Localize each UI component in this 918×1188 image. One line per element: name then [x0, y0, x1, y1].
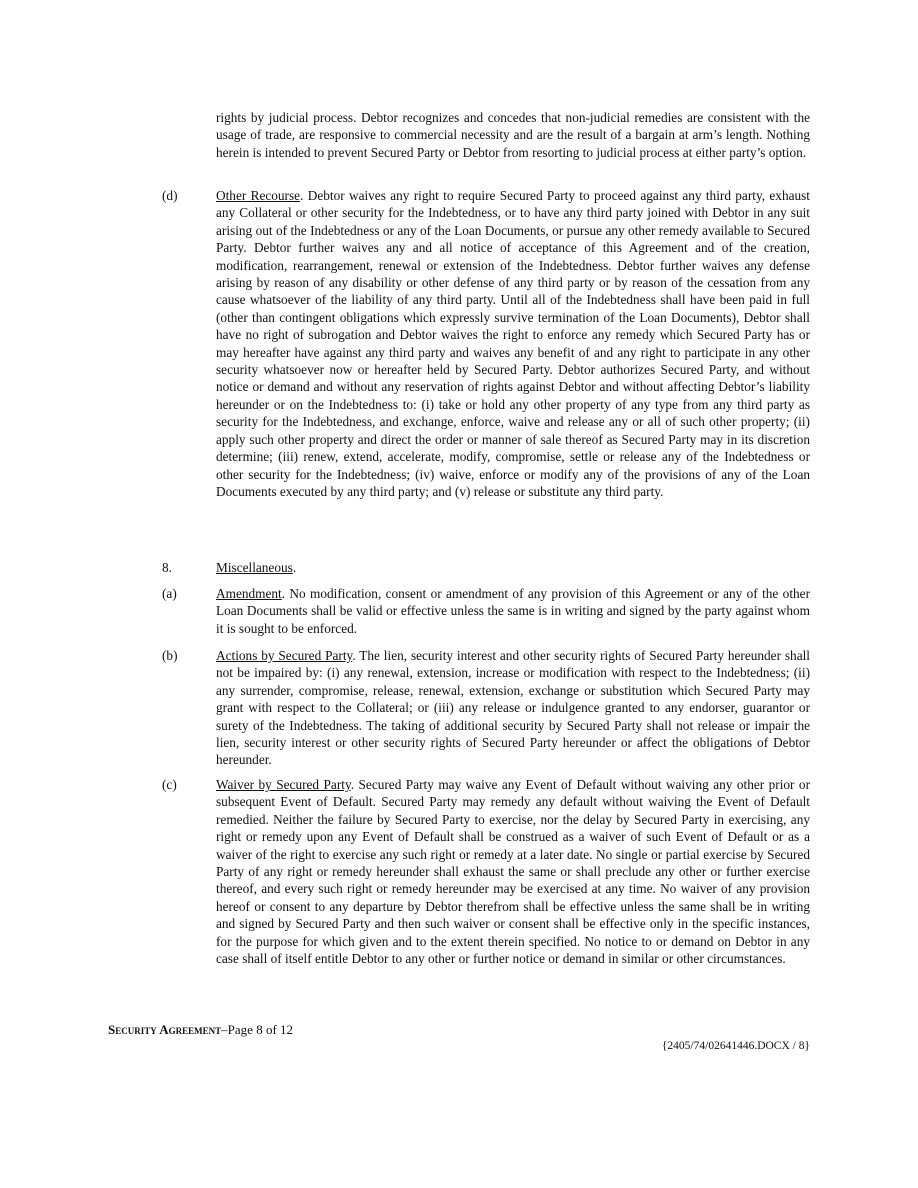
heading-actions-by-secured-party: Actions by Secured Party — [216, 648, 353, 663]
item-label-d: (d) — [162, 188, 178, 203]
section-number-8: 8. — [162, 560, 172, 575]
footer-page-number: –Page 8 of 12 — [221, 1022, 294, 1037]
text-actions-by-secured-party: . The lien, security interest and other security rights of Secured Party hereunder shall not be impaired by: (i) any renewal, extension, increase or modification with respect to the Indebtedness; (ii) any surrender, compromise, release, renewal, extension, exchange or substitution which Secured Party may grant with respect to the Collateral; or (iii) any release or indulgence granted to any endorser, guarantor or surety of the Indebtedness. The taking of additional security by Secured Party shall not release or impair the lien, security interest or other security rights of Secured Party hereunder or affect the obligations of Debtor hereunder. — [216, 648, 810, 768]
paragraph-amendment — [216, 585, 810, 637]
footer-doc-id: {2405/74/02641446.DOCX / 8} — [661, 1040, 810, 1052]
text-other-recourse: . Debtor waives any right to require Secured Party to proceed against any third party, exhaust any Collateral or other security for the Indebtedness, or to have any third party joined with Debtor in any suit arising out of the Indebtedness or any of the Loan Documents, or pursue any other remedy available to Secured Party. Debtor further waives any and all notice of acceptance of this Agreement and of the creation, modification, rearrangement, renewal or extension of the Indebtedness. Debtor further waives any defense arising by reason of any disability or other defense of any third party or by reason of the cessation from any cause whatsoever of the liability of any third party. Until all of the Indebtedness shall have been paid in full (other than contingent obligations which expressly survive termination of the Loan Documents), Debtor shall have no right of subrogation and Debtor waives the right to enforce any remedy which Secured Party has or may hereafter have against any third party and waives any benefit of and any right to participate in any other security whatsoever now or hereafter held by Secured Party. Debtor authorizes Secured Party, and without notice or demand and without any reservation of rights against Debtor and without affecting Debtor’s liability hereunder or on the Indebtedness to: (i) take or hold any other property of any type from any third party as security for the Indebtedness, and exchange, enforce, waive and release any or all of such other property; (ii) apply such other property and direct the order or manner of sale thereof as Secured Party may in its discretion determine; (iii) renew, extend, accelerate, modify, compromise, settle or release any of the Indebtedness or other security for the Indebtedness; (iv) waive, enforce or modify any of the provisions of any of the Loan Documents executed by any third party; and (v) release or substitute any third party. — [216, 188, 811, 499]
heading-waiver-by-secured-party: Waiver by Secured Party — [216, 777, 351, 792]
heading-amendment: Amendment — [216, 586, 282, 601]
footer-doc-title: Security Agreement — [108, 1022, 222, 1037]
text-amendment: . No modification, consent or amendment of any provision of this Agreement or any of the other Loan Documents shall be valid or effective unless the same is in writing and signed by the party against whom it is sought to be enforced. — [216, 586, 810, 636]
section-heading-miscellaneous — [216, 559, 810, 576]
item-label-c: (c) — [162, 777, 177, 792]
text-waiver-by-secured-party: . Secured Party may waive any Event of Default without waiving any other prior or subsequent Event of Default. Secured Party may remedy any default without waiving the Event of Default remedied. Neither the failure by Secured Party to exercise, nor the delay by Secured Party in exercising, any right or remedy upon any Event of Default shall be construed as a waiver of such Event of Default or as a waiver of the right to exercise any such right or remedy at a later date. No single or partial exercise by Secured Party of any right or remedy hereunder shall exhaust the same or shall preclude any other or further exercise thereof, and every such right or remedy hereunder may be exercised at any time. No waiver of any provision hereof or consent to any departure by Debtor therefrom shall be effective unless the same shall be in writing and signed by Secured Party and then such waiver or consent shall be effective only in the specific instances, for the purpose for which given and to the extent therein specified. No notice to or demand on Debtor in any case shall of itself entitle Debtor to any other or further notice or demand in similar or other circumstances. — [216, 777, 810, 967]
text-miscellaneous: . — [292, 560, 297, 575]
heading-other-recourse: Other Recourse — [216, 188, 301, 203]
paragraph-waiver-by-secured-party — [216, 776, 810, 967]
item-label-a: (a) — [162, 586, 177, 601]
continuation-paragraph: rights by judicial process. Debtor recognizes and concedes that non-judicial remedies are consistent with the usage of trade, are responsive to commercial necessity and are the result of a bargain at arm’s length. Nothing herein is intended to prevent Secured Party or Debtor from resorting to judicial process at either party’s option. — [216, 110, 810, 160]
paragraph-other-recourse — [216, 187, 810, 500]
paragraph-actions-by-secured-party — [216, 647, 810, 769]
item-label-b: (b) — [162, 648, 178, 663]
footer-page-label — [108, 1022, 293, 1038]
heading-miscellaneous: Miscellaneous — [216, 560, 293, 575]
